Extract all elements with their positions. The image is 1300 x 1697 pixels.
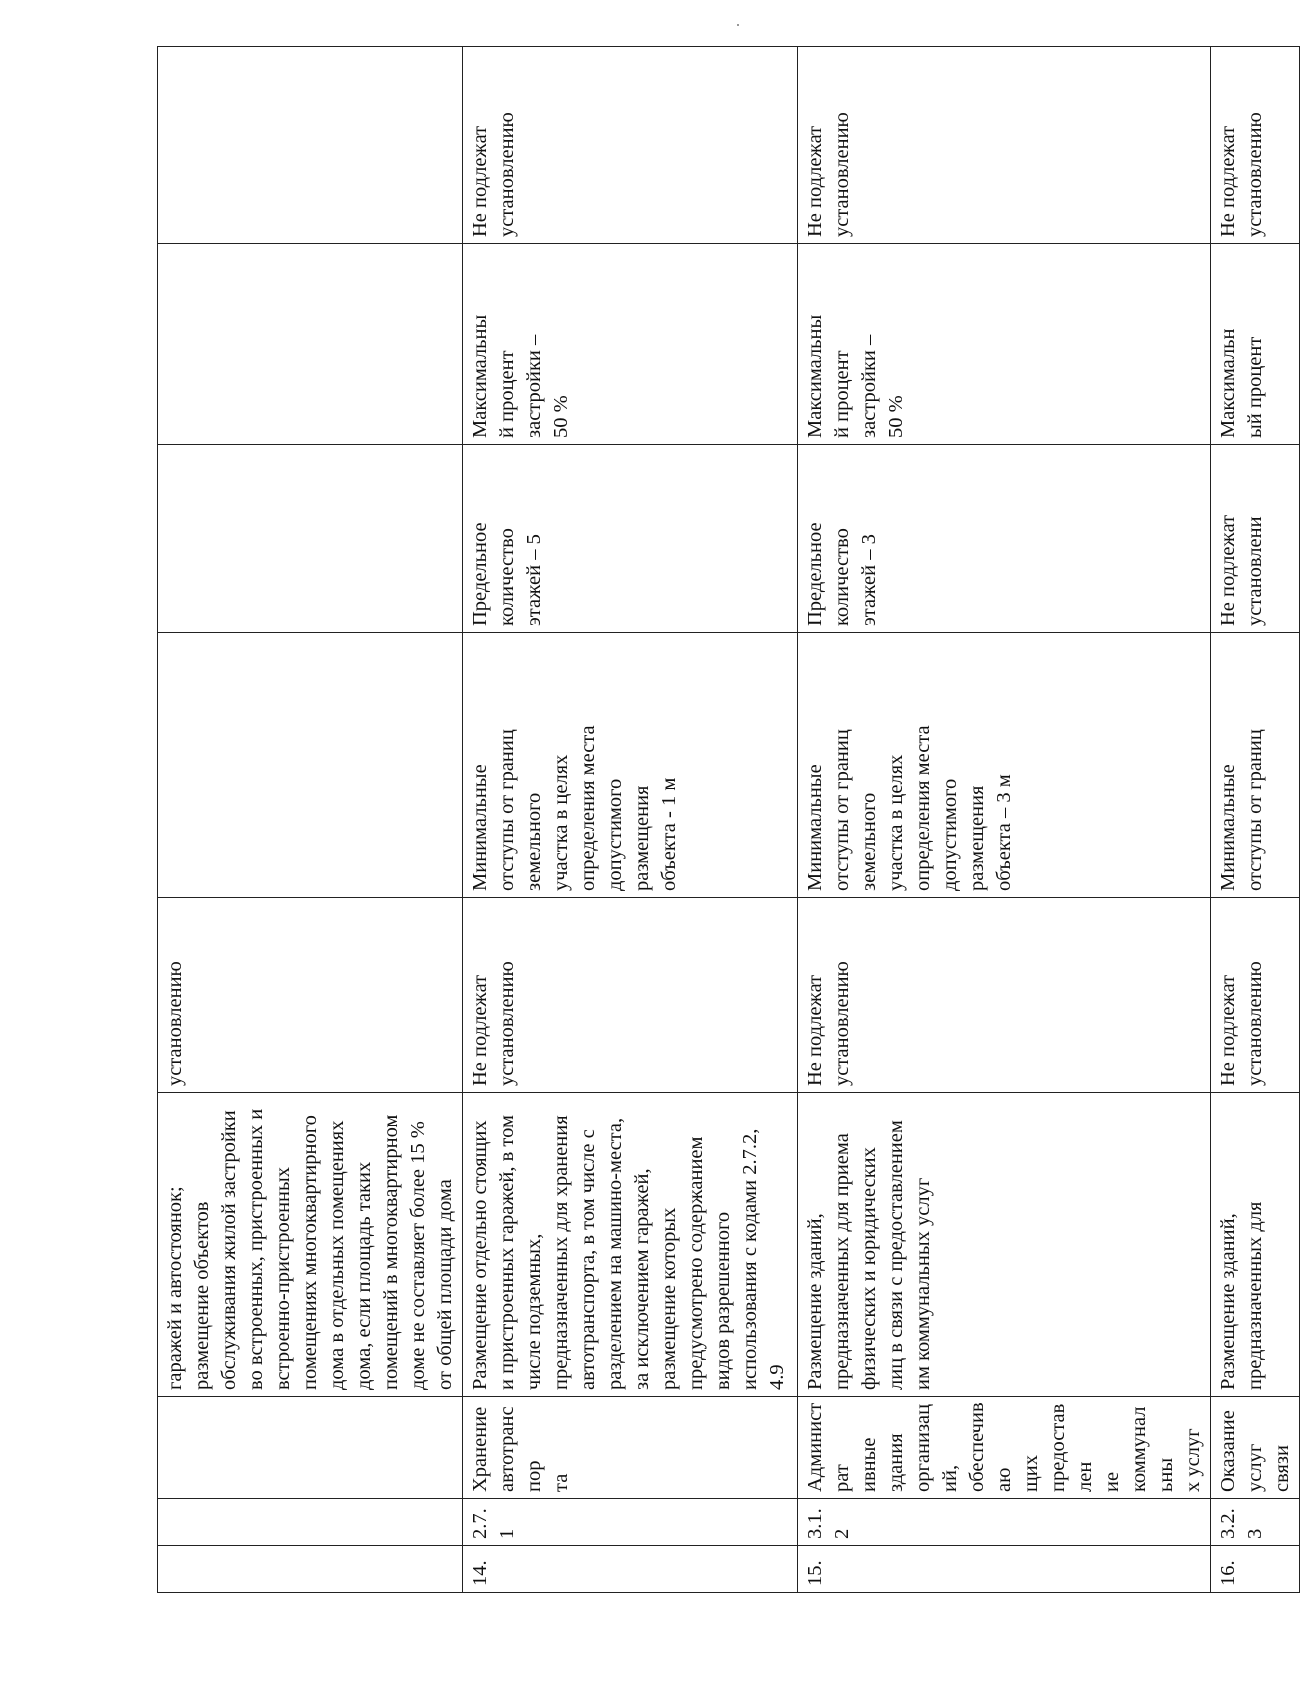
use-type-cell: Хранение автотранспор та (463, 1397, 798, 1499)
floors-cell: Предельное количество этажей – 5 (463, 445, 798, 633)
other-params-cell: Не подлежат установлению (798, 47, 1211, 244)
setback-cell: Минимальные отступы от границ земельного участка в целях определения места допустимого размещения объекта - 1 м (463, 633, 798, 898)
coverage-cell: Максимальны й процент застройки – 50 % (463, 244, 798, 445)
floors-cell: Не подлежат установлени (1211, 445, 1300, 633)
code-cell: 3.2.3 (1211, 1499, 1300, 1546)
rotated-table-wrapper (157, 47, 1293, 1593)
other-params-cell (158, 47, 463, 244)
table-row (158, 47, 463, 1593)
use-type-cell (158, 1397, 463, 1499)
description-cell: гаражей и автостоянок; размещение объектов обслуживания жилой застройки во встроенных, пристроенных и встроенно-пристроенных помещениях многоквартирного дома в отдельных помещениях дома, если площадь таких помещений в многоквартирном доме не составляет более 15 % от общей площади дома (158, 1093, 463, 1397)
other-params-cell: Не подлежат установлению (1211, 47, 1300, 244)
table-row (1211, 47, 1300, 1593)
coverage-cell: Максимальны й процент застройки – 50 % (798, 244, 1211, 445)
row-number-cell: 14. (463, 1546, 798, 1593)
description-cell: Размещение отдельно стоящих и пристроенных гаражей, в том числе подземных, предназначенных для хранения автотранспорта, в том числе с разделением на машино-места, за исключением гаражей, размещение которых предусмотрено содержанием видов разрешенного использования с кодами 2.7.2, 4.9 (463, 1093, 798, 1397)
area-cell: установлению (158, 898, 463, 1093)
setback-cell: Минимальные отступы от границ земельного участка в целях определения места допустимого размещения объекта – 3 м (798, 633, 1211, 898)
table-row (798, 47, 1211, 1593)
setback-cell (158, 633, 463, 898)
code-cell (158, 1499, 463, 1546)
row-number-cell (158, 1546, 463, 1593)
row-number-cell: 16. (1211, 1546, 1300, 1593)
row-number-cell: 15. (798, 1546, 1211, 1593)
scan-dot (737, 24, 739, 26)
table-row (463, 47, 798, 1593)
area-cell: Не подлежат установлению (1211, 898, 1300, 1093)
area-cell: Не подлежат установлению (463, 898, 798, 1093)
coverage-cell (158, 244, 463, 445)
use-type-cell: Оказание услуг связи (1211, 1397, 1300, 1499)
other-params-cell: Не подлежат установлению (463, 47, 798, 244)
code-cell: 2.7.1 (463, 1499, 798, 1546)
description-cell: Размещение зданий, предназначенных для приема физических и юридических лиц в связи с предоставлением им коммунальных услуг (798, 1093, 1211, 1397)
setback-cell: Минимальные отступы от границ (1211, 633, 1300, 898)
floors-cell: Предельное количество этажей – 3 (798, 445, 1211, 633)
code-cell: 3.1.2 (798, 1499, 1211, 1546)
floors-cell (158, 445, 463, 633)
coverage-cell: Максимальн ый процент (1211, 244, 1300, 445)
description-cell: Размещение зданий, предназначенных для (1211, 1093, 1300, 1397)
land-use-table (157, 46, 1300, 1593)
area-cell: Не подлежат установлению (798, 898, 1211, 1093)
use-type-cell: Администрат ивные здания организаций, обеспечиваю щих предоставлен ие коммунальны х услуг (798, 1397, 1211, 1499)
